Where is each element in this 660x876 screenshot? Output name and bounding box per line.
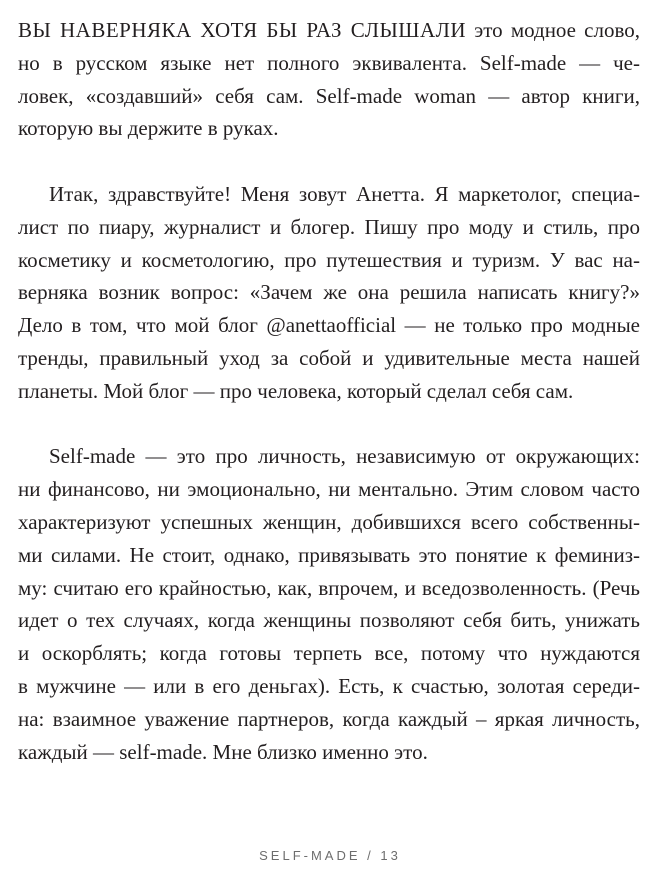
- lead-in-caps: ВЫ НАВЕРНЯКА ХОТЯ БЫ РАЗ СЛЫШАЛИ: [18, 18, 467, 42]
- text-line: Итак, здравствуйте! Меня зовут Анетта. Я маркетолог, специа-: [49, 181, 640, 206]
- text-line: Дело в том, что мой блог @anettaofficial — не только про модные: [18, 313, 640, 338]
- paragraph-intro: [18, 14, 640, 145]
- paragraph-gap: [18, 408, 640, 441]
- text-line: в мужчине — или в его деньгах). Есть, к счастью, золотая середи-: [18, 673, 640, 698]
- text-line: косметику и косметологию, про путешествия и туризм. У вас на-: [18, 247, 640, 272]
- text-line: идет о тех случаях, когда женщины позволяют себя бить, унижать: [18, 608, 640, 633]
- text-line: но в русском языке нет полного эквивалента. Self-made — че-: [18, 50, 640, 75]
- lead-in-continuation: это модное слово,: [466, 18, 641, 42]
- text-line: планеты. Мой блог — про человека, который сделал себя сам.: [18, 378, 574, 403]
- text-line: и оскорблять; когда готовы терпеть все, потому что нуждаются: [18, 641, 640, 666]
- page-body: [18, 14, 640, 768]
- text-line: ни финансово, ни эмоционально, ни ментально. Этим словом часто: [18, 477, 640, 502]
- text-line: ловек, «создавший» себя сам. Self-made woman — автор книги,: [18, 83, 640, 108]
- paragraph-greeting: [18, 178, 640, 408]
- paragraph-gap: [18, 145, 640, 178]
- text-line: каждый — self-made. Мне близко именно это.: [18, 739, 428, 764]
- text-line: ми силами. Не стоит, однако, привязывать это понятие к феминиз-: [18, 542, 640, 567]
- text-line: Self-made — это про личность, независимую от окружающих:: [49, 444, 640, 469]
- text-line: лист по пиару, журналист и блогер. Пишу про моду и стиль, про: [18, 214, 640, 239]
- paragraph-self-made: [18, 440, 640, 768]
- text-line: которую вы держите в руках.: [18, 116, 279, 141]
- text-line: [18, 14, 640, 47]
- text-line: верняка возник вопрос: «Зачем же она решила написать книгу?»: [18, 280, 640, 305]
- text-line: му: считаю его крайностью, как, впрочем, и вседозволенность. (Речь: [18, 575, 640, 600]
- running-footer: SELF-MADE / 13: [259, 848, 401, 863]
- text-line: на: взаимное уважение партнеров, когда каждый – яркая личность,: [18, 706, 640, 731]
- text-line: тренды, правильный уход за собой и удивительные места нашей: [18, 345, 640, 370]
- text-line: характеризуют успешных женщин, добившихся всего собственны-: [18, 509, 640, 534]
